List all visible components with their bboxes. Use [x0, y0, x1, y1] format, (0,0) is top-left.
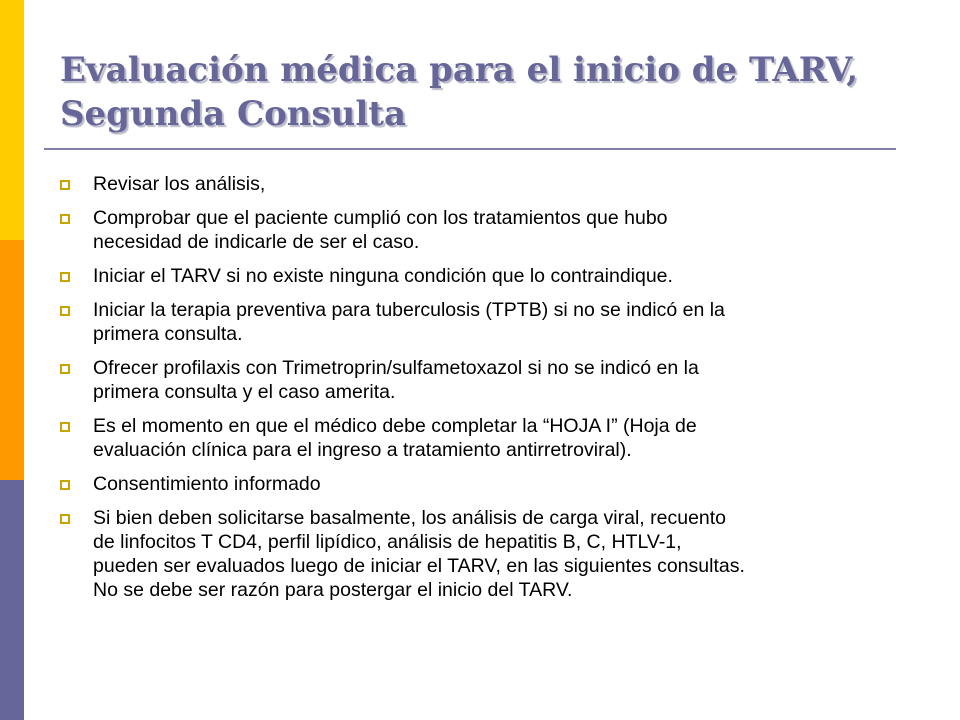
square-bullet-icon: [60, 422, 70, 432]
square-bullet-icon: [60, 214, 70, 224]
square-bullet-icon: [60, 480, 70, 490]
bullet-text-line: Revisar los análisis,: [93, 173, 266, 195]
bullet-text-line: No se debe ser razón para postergar el inicio del TARV.: [93, 579, 573, 601]
bullet-list: [60, 172, 920, 612]
bullet-text-line: de linfocitos T CD4, perfil lipídico, análisis de hepatitis B, C, HTLV-1,: [93, 531, 682, 553]
bullet-text-line: Iniciar la terapia preventiva para tuberculosis (TPTB) si no se indicó en la: [93, 299, 725, 321]
slide-title: [60, 48, 920, 136]
slide-title-line-1: Evaluación médica para el inicio de TARV,: [60, 50, 859, 90]
square-bullet-icon: [60, 514, 70, 524]
bullet-item: [60, 414, 920, 462]
bullet-text-line: necesidad de indicarle de ser el caso.: [93, 231, 420, 253]
bullet-item: [60, 506, 920, 602]
bullet-item: [60, 298, 920, 346]
side-bar-purple: [0, 480, 24, 720]
side-bar-orange: [0, 240, 24, 480]
bullet-item: [60, 172, 920, 196]
bullet-item: [60, 472, 920, 496]
title-divider: [44, 148, 896, 150]
bullet-text-line: Comprobar que el paciente cumplió con los tratamientos que hubo: [93, 207, 668, 229]
square-bullet-icon: [60, 364, 70, 374]
bullet-text-line: Iniciar el TARV si no existe ninguna condición que lo contraindique.: [93, 265, 673, 287]
bullet-text-line: Consentimiento informado: [93, 473, 321, 495]
bullet-text-line: Si bien deben solicitarse basalmente, los análisis de carga viral, recuento: [93, 507, 727, 529]
slide-title-line-2: Segunda Consulta: [60, 94, 407, 134]
bullet-item: [60, 356, 920, 404]
bullet-text-line: Ofrecer profilaxis con Trimetroprin/sulfametoxazol si no se indicó en la: [93, 357, 699, 379]
square-bullet-icon: [60, 180, 70, 190]
bullet-text-line: evaluación clínica para el ingreso a tratamiento antirretroviral).: [93, 439, 632, 461]
bullet-item: [60, 206, 920, 254]
bullet-text-line: pueden ser evaluados luego de iniciar el TARV, en las siguientes consultas.: [93, 555, 745, 577]
bullet-item: [60, 264, 920, 288]
bullet-text-line: Es el momento en que el médico debe completar la “HOJA I” (Hoja de: [93, 415, 697, 437]
square-bullet-icon: [60, 306, 70, 316]
square-bullet-icon: [60, 272, 70, 282]
bullet-text-line: primera consulta.: [93, 323, 243, 345]
bullet-text-line: primera consulta y el caso amerita.: [93, 381, 396, 403]
side-bar-yellow: [0, 0, 24, 240]
